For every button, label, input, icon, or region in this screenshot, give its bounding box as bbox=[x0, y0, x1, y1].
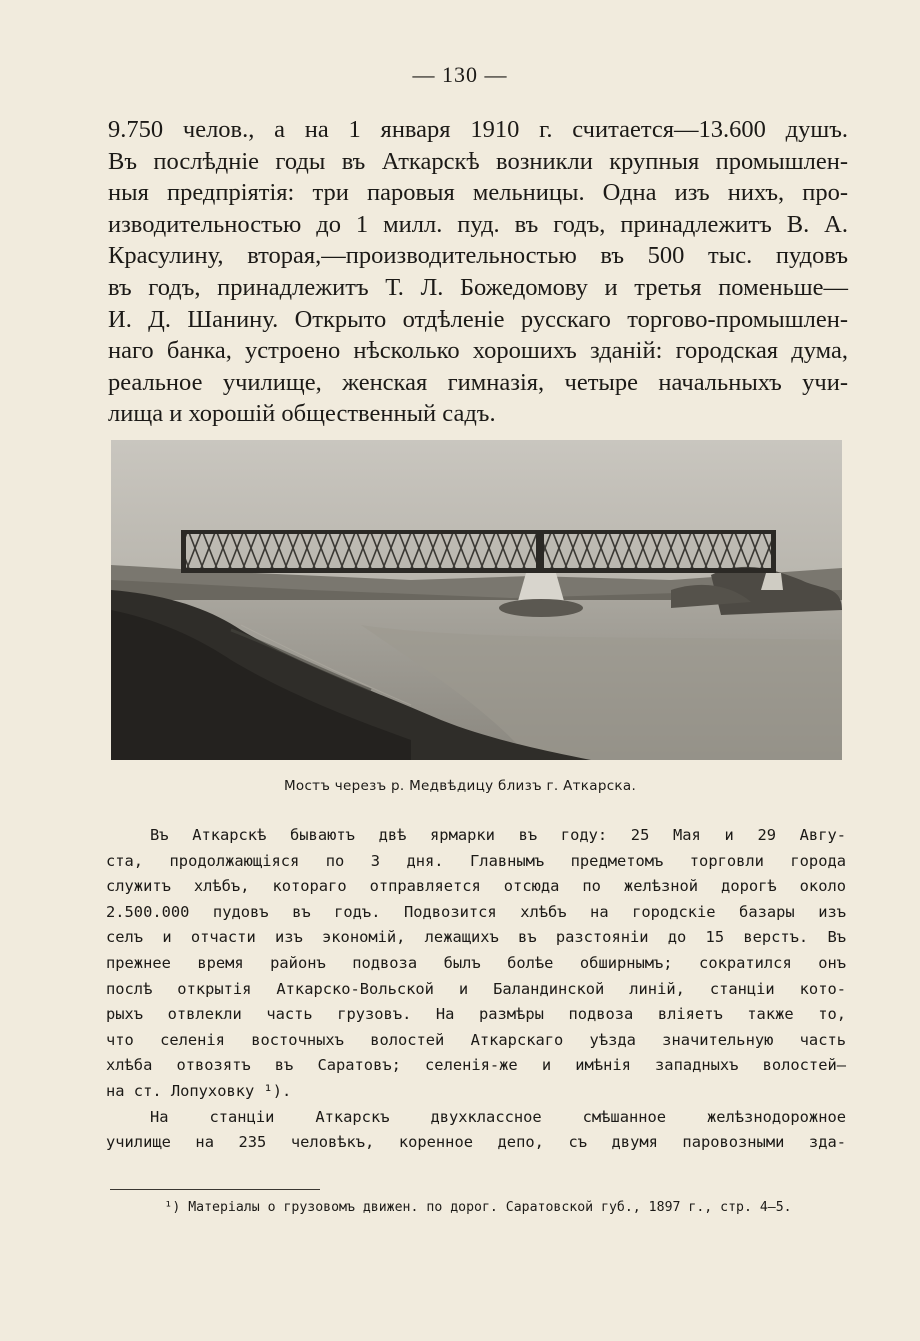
text-line: послѣ открытія Аткарско-Вольской и Баландинской линій, станціи кото- bbox=[106, 979, 846, 998]
text-line: на ст. Лопуховку ¹). bbox=[106, 1081, 292, 1100]
text-line: Въ послѣдніе годы въ Аткарскѣ возникли крупныя промышлен- bbox=[108, 147, 848, 175]
text-line: 2.500.000 пудовъ въ годъ. Подвозится хлѣбъ на городскіе базары изъ bbox=[106, 902, 846, 921]
text-line: служитъ хлѣбъ, котораго отправляется отсюда по желѣзной дорогѣ около bbox=[106, 877, 846, 896]
text-line: Красулину, вторая,—производительностью въ 500 тыс. пудовъ bbox=[108, 242, 848, 270]
text-line: училище на 235 человѣкъ, коренное депо, съ двумя паровозными зда- bbox=[106, 1133, 846, 1152]
text-line: въ годъ, принадлежитъ Т. Л. Божедомову и третья поменьше— bbox=[108, 273, 848, 301]
text-line: селъ и отчасти изъ экономій, лежащихъ въ разстояніи до 15 верстъ. Въ bbox=[106, 928, 846, 947]
text-line: 9.750 челов., а на 1 января 1910 г. считается—13.600 душъ. bbox=[108, 116, 848, 143]
text-line: прежнее время районъ подвоза былъ болѣе обширнымъ; сократился онъ bbox=[106, 953, 846, 972]
page-number: — 130 — bbox=[412, 62, 508, 87]
text-line: хлѣба отвозятъ въ Саратовъ; селенія-же и имѣнія западныхъ волостей— bbox=[106, 1056, 846, 1075]
text-line: изводительностью до 1 милл. пуд. въ годъ, принадлежитъ В. А. bbox=[108, 210, 848, 238]
body-paragraph bbox=[106, 823, 846, 1156]
footnote: ¹) Матеріалы о грузовомъ движен. по дорог. Саратовской губ., 1897 г., стр. 4—5. bbox=[164, 1200, 792, 1215]
text-line: ста, продолжающіяся по 3 дня. Главнымъ предметомъ торговли города bbox=[106, 851, 846, 870]
text-line: И. Д. Шанину. Открыто отдѣленіе русскаго торгово-промышлен- bbox=[108, 305, 848, 333]
top-paragraph bbox=[108, 114, 848, 430]
text-line: На станціи Аткарскъ двухклассное смѣшанное желѣзнодорожное bbox=[150, 1107, 846, 1126]
text-line: Въ Аткарскѣ бываютъ двѣ ярмарки въ году: 25 Мая и 29 Авгу- bbox=[150, 826, 846, 844]
text-line: наго банка, устроено нѣсколько хорошихъ зданій: городская дума, bbox=[108, 337, 848, 365]
text-line: лища и хорошій общественный садъ. bbox=[108, 400, 496, 428]
bridge-photograph bbox=[111, 440, 842, 760]
text-line: ныя предпріятія: три паровыя мельницы. Одна изъ нихъ, про- bbox=[108, 179, 848, 207]
text-line: реальное училище, женская гимназія, четыре начальныхъ учи- bbox=[108, 368, 848, 396]
text-line: что селенія восточныхъ волостей Аткарскаго уѣзда значительную часть bbox=[106, 1030, 846, 1049]
footnote-divider bbox=[110, 1189, 320, 1190]
text-line: рыхъ отвлекли часть грузовъ. На размѣры подвоза вліяетъ также то, bbox=[106, 1005, 846, 1024]
photo-caption: Мостъ черезъ р. Медвѣдицу близъ г. Аткарска. bbox=[283, 778, 637, 794]
